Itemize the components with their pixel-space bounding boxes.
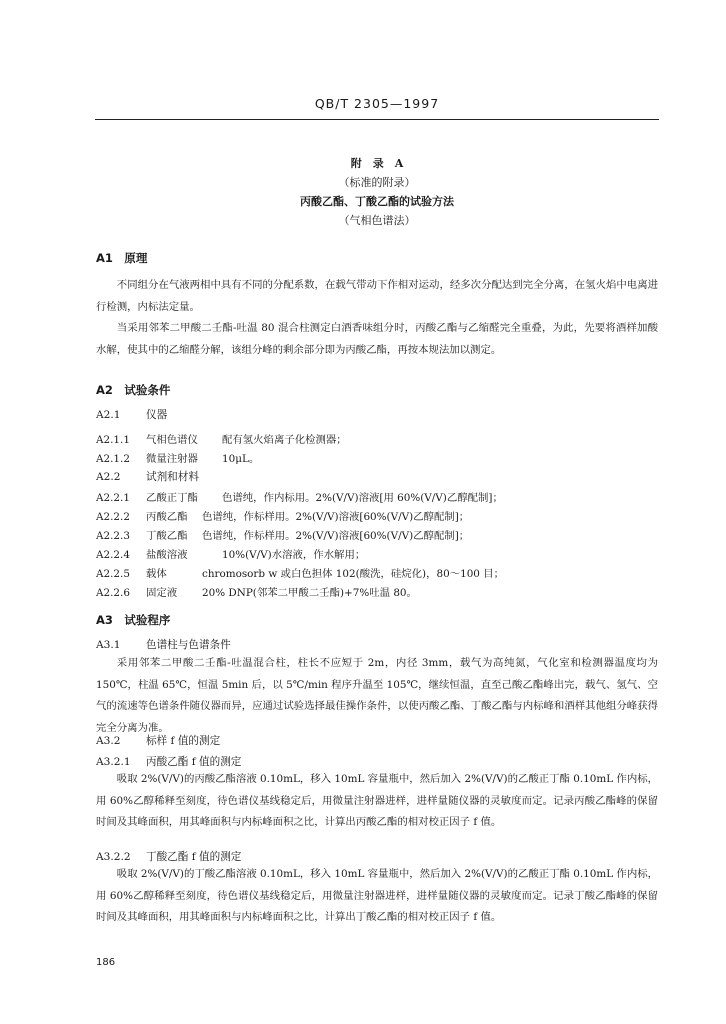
a2-2-6-row (96, 584, 658, 599)
a2-1-1-row (96, 431, 658, 446)
a3-2-heading (96, 733, 220, 748)
section-a3-heading: A3 试验程序 (96, 613, 171, 627)
section-a1-paragraph-1: 不同组分在气液两相中具有不同的分配系数，在载气带动下作相对运动，经多次分配达到完全分离，在氢火焰中电离进行检测，内标法定量。 (96, 279, 658, 313)
a3-2-2-label: 丁酸乙酯 f 值的测定 (146, 851, 242, 863)
a2-2-heading (96, 469, 199, 484)
standard-code-header: QB/T 2305—1997 (314, 96, 440, 111)
a2-1-label: 仪器 (146, 409, 168, 421)
a2-2-1-number: A2.2.1 (96, 492, 130, 504)
a2-2-number: A2.2 (96, 471, 121, 483)
a3-2-2-number: A3.2.2 (96, 851, 131, 863)
a2-2-6-label: 固定液 (146, 587, 178, 599)
a2-2-1-desc: 色谱纯，作内标用。2%(V/V)溶液[用 60%(V/V)乙醇配制]； (222, 492, 503, 504)
a2-2-4-label: 盐酸溶液 (146, 549, 188, 561)
a2-2-5-number: A2.2.5 (96, 568, 130, 580)
a2-2-3-row (96, 527, 658, 542)
a2-2-5-row (96, 565, 658, 580)
a2-2-2-number: A2.2.2 (96, 511, 130, 523)
section-a1-paragraph-2: 当采用邻苯二甲酸二壬酯-吐温 80 混合柱测定白酒香味组分时，丙酸乙酯与乙缩醛完全重叠，为此，先要将酒样加酸水解，使其中的乙缩醛分解，该组分峰的剩余部分即为丙酸乙酯，再按本规法加以测定。 (96, 322, 658, 356)
a2-2-2-desc: 色谱纯，作标样用。2%(V/V)溶液[60%(V/V)乙醇配制]； (202, 511, 470, 523)
a2-1-1-label: 气相色谱仪 (146, 434, 198, 446)
a2-2-5-label: 载体 (146, 568, 167, 580)
section-a2-heading: A2 试验条件 (96, 383, 171, 397)
a2-2-2-row (96, 508, 658, 523)
a2-1-1-desc: 配有氢火焰离子化检测器； (222, 434, 347, 446)
a2-2-3-desc: 色谱纯，作标样用。2%(V/V)溶液[60%(V/V)乙醇配制]； (202, 530, 470, 542)
a2-2-label: 试剂和材料 (146, 471, 199, 483)
a2-2-1-row (96, 489, 658, 504)
a2-1-2-number: A2.1.2 (96, 453, 130, 465)
a3-1-number: A3.1 (96, 639, 121, 651)
section-a1-heading: A1 原理 (96, 251, 148, 265)
a2-1-2-row (96, 450, 658, 465)
a3-1-label: 色谱柱与色谱条件 (146, 639, 231, 651)
a3-2-2-paragraph: 吸取 2%(V/V)的丁酸乙酯溶液 0.10mL，移入 10mL 容量瓶中，然后加入 2%(V/V)的乙酸正丁酯 0.10mL 作内标，用 60%乙醇稀释至刻度，待色谱仪基线稳定后，用微量注射器进样，进样量随仪器的灵敏度而定。记录丁酸乙酯峰的保留时间及其峰面积，用其峰面积与内标峰面积之比，计算出丁酸乙酯的相对校正因子 f 值。 (96, 868, 658, 923)
a3-2-1-label: 丙酸乙酯 f 值的测定 (146, 756, 242, 768)
a2-2-3-number: A2.2.3 (96, 530, 130, 542)
a2-1-number: A2.1 (96, 409, 121, 421)
a3-1-heading (96, 637, 231, 652)
a2-2-3-label: 丁酸乙酯 (146, 530, 188, 542)
a2-2-1-label: 乙酸正丁酯 (146, 492, 198, 504)
a3-2-label: 标样 f 值的测定 (146, 735, 221, 747)
a2-1-2-desc: 10μL。 (222, 453, 260, 465)
a3-2-1-number: A3.2.1 (96, 756, 131, 768)
header-rule (95, 119, 659, 120)
page-number: 186 (96, 957, 116, 968)
a3-2-number: A3.2 (96, 735, 121, 747)
a2-2-5-desc: chromosorb w 或白色担体 102(酸洗，硅烷化)，80～100 目； (202, 568, 505, 580)
appendix-method: （气相色谱法） (338, 214, 416, 227)
a2-2-4-desc: 10%(V/V)水溶液，作水解用； (222, 549, 366, 561)
appendix-name: 丙酸乙酯、丁酸乙酯的试验方法 (300, 195, 454, 208)
a2-2-6-desc: 20% DNP(邻苯二甲酸二壬酯)+7%吐温 80。 (202, 587, 417, 599)
a3-2-2-heading (96, 849, 241, 864)
a2-1-heading (96, 407, 167, 422)
a3-1-paragraph: 采用邻苯二甲酸二壬酯-吐温混合柱，柱长不应短于 2m，内径 3mm，载气为高纯氮，气化室和检测器温度均为 150℃，柱温 65℃，恒温 5min 后，以 5℃/min 程序升温至 105℃，继续恒温，直至己酸乙酯峰出完，载气、氢气、空气的流速等色谱条件随仪器而异，应通过试验选择最佳操作条件，以使丙酸乙酯、丁酸乙酯与内标峰和酒样其他组分峰获得完全分离为准。 (96, 657, 658, 734)
a3-2-1-paragraph: 吸取 2%(V/V)的丙酸乙酯溶液 0.10mL，移入 10mL 容量瓶中，然后加入 2%(V/V)的乙酸正丁酯 0.10mL 作内标，用 60%乙醇稀释至刻度，待色谱仪基线稳定后，用微量注射器进样，进样量随仪器的灵敏度而定。记录丙酸乙酯峰的保留时间及其峰面积，用其峰面积与内标峰面积之比，计算出丙酸乙酯的相对校正因子 f 值。 (96, 773, 658, 828)
a2-2-4-number: A2.2.4 (96, 549, 130, 561)
appendix-type: （标准的附录） (338, 176, 416, 189)
appendix-title: 附 录 A (350, 157, 404, 170)
a2-1-1-number: A2.1.1 (96, 434, 130, 446)
a2-2-4-row (96, 546, 658, 561)
a2-2-2-label: 丙酸乙酯 (146, 511, 188, 523)
a2-1-2-label: 微量注射器 (146, 453, 198, 465)
a3-2-1-heading (96, 754, 241, 769)
a2-2-6-number: A2.2.6 (96, 587, 130, 599)
